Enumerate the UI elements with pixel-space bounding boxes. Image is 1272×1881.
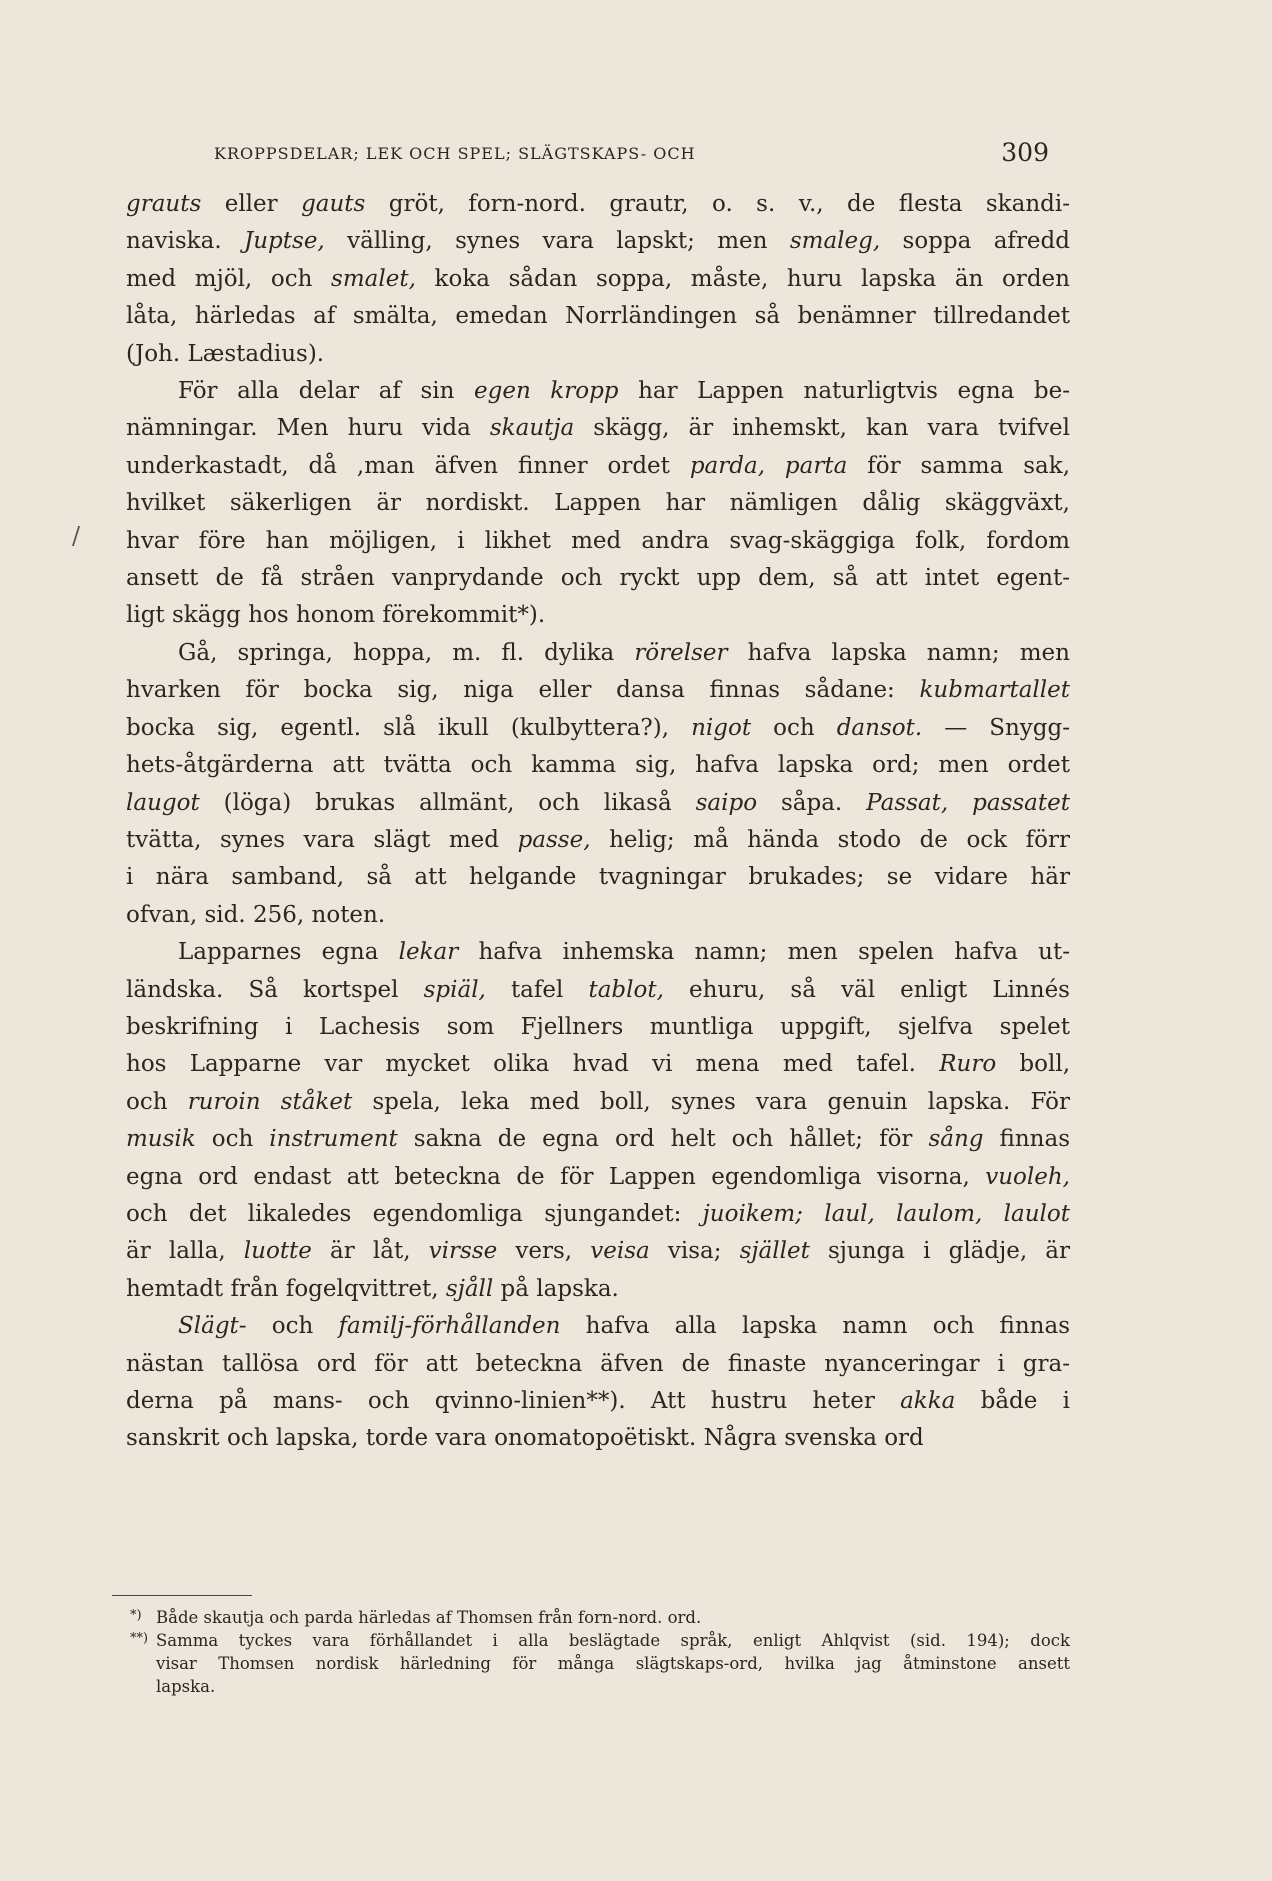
italic-term: veisa (590, 1238, 650, 1265)
text-line (126, 1009, 1070, 1046)
italic-term: egen kropp (474, 378, 619, 405)
text-run: och (246, 1313, 339, 1340)
italic-term: skautja (489, 415, 575, 442)
text-run: beskrifning i Lachesis som Fjellners muntliga uppgift, sjelfva spelet (126, 1013, 1070, 1040)
text-run: egna ord endast att beteckna de för Lappen egendomliga visorna, (126, 1163, 986, 1190)
italic-term: rörelser (634, 639, 728, 666)
text-run: soppa afredd (880, 228, 1070, 255)
text-run: och det likaledes egendomliga sjungandet: (126, 1200, 703, 1227)
footnote-rule (112, 1595, 252, 1596)
text-line (126, 373, 1070, 410)
text-run: sjunga i glädje, är (809, 1238, 1071, 1265)
text-run: — Snygg- (922, 714, 1071, 741)
italic-term: nigot (691, 714, 752, 741)
text-line (126, 261, 1070, 298)
text-run: nämningar. Men huru vida (126, 415, 490, 442)
italic-term: Passat, passatet (866, 789, 1070, 816)
running-title: KROPPSDELAR; LEK OCH SPEL; SLÄGTSKAPS- OCH (214, 144, 696, 163)
margin-slash-mark: / (72, 522, 81, 550)
text-run: sakna de egna ord helt och hållet; för (397, 1126, 929, 1153)
text-line (126, 934, 1070, 971)
page-number: 309 (1001, 138, 1049, 167)
italic-term: lekar (398, 939, 459, 966)
italic-term: musik (126, 1126, 196, 1153)
italic-term: dansot. (836, 714, 923, 741)
text-run: är låt, (311, 1238, 429, 1265)
italic-term: smaleg, (789, 228, 881, 255)
italic-term: ruroin ståket (187, 1088, 353, 1115)
text-line (126, 336, 1070, 373)
italic-term: luotte (243, 1238, 312, 1265)
text-run: tafel (485, 976, 589, 1003)
footnote-line: Samma tyckes vara förhållandet i alla beslägtade språk, enligt Ahlqvist (sid. 194); dock (156, 1631, 1070, 1650)
text-run: Lapparnes egna (178, 939, 399, 966)
paragraph (126, 1308, 1070, 1458)
body-text (126, 186, 1070, 1458)
text-run: gröt, forn-nord. grautr, o. s. v., de flesta skandi- (365, 191, 1070, 217)
text-line (126, 672, 1070, 709)
italic-term: grauts (126, 191, 202, 217)
text-run: nästan tallösa ord för att beteckna äfven de finaste nyanceringar i gra- (126, 1350, 1070, 1377)
text-run: sanskrit och lapska, torde vara onomatopoëtiskt. Några svenska ord (126, 1425, 924, 1452)
text-run: såpa. (757, 789, 867, 816)
text-line (126, 186, 1070, 223)
text-line (126, 897, 1070, 934)
footnote-mark: **) (130, 1631, 149, 1646)
italic-term: sjället (739, 1238, 810, 1265)
text-run: eller (201, 191, 302, 217)
text-run: ofvan, sid. 256, noten. (126, 901, 386, 928)
italic-term: Ruro (939, 1051, 997, 1078)
text-line (126, 822, 1070, 859)
text-run: hos Lapparne var mycket olika hvad vi mena med tafel. (126, 1051, 940, 1078)
text-run: spela, leka med boll, synes vara genuin lapska. För (352, 1088, 1070, 1115)
paragraph (126, 635, 1070, 934)
text-run: (Joh. Læstadius). (126, 340, 325, 367)
text-line (126, 1046, 1070, 1083)
text-run: och (195, 1126, 270, 1153)
text-run: boll, (996, 1051, 1070, 1078)
text-run: (löga) brukas allmänt, och likaså (199, 789, 696, 816)
text-run: hafva alla lapska namn och finnas (560, 1313, 1070, 1340)
italic-term: Juptse, (244, 228, 325, 255)
italic-term: Slägt- (178, 1313, 247, 1340)
text-line (126, 1159, 1070, 1196)
text-line (126, 859, 1070, 896)
text-run: ehuru, så väl enligt Linnés (663, 976, 1070, 1003)
text-run: i nära samband, så att helgande tvagningar brukades; se vidare här (126, 864, 1070, 891)
text-run: ligt skägg hos honom förekommit*). (126, 602, 546, 629)
footnote-line: Både skautja och parda härledas af Thomsen från forn-nord. ord. (156, 1608, 702, 1627)
text-line (126, 1383, 1070, 1420)
text-line (126, 597, 1070, 634)
text-run: finnas (983, 1126, 1070, 1153)
text-line (126, 1084, 1070, 1121)
text-run: är lalla, (126, 1238, 244, 1265)
text-line (126, 972, 1070, 1009)
text-run: skägg, är inhemskt, kan vara tvifvel (574, 415, 1071, 442)
paragraph (126, 186, 1070, 373)
text-line (126, 635, 1070, 672)
running-header (214, 138, 1049, 178)
text-run: Gå, springa, hoppa, m. fl. dylika (178, 639, 635, 666)
footnote-mark: *) (130, 1608, 142, 1623)
italic-term: parda, parta (689, 452, 848, 479)
text-run: För alla delar af sin (178, 378, 474, 405)
text-run: på lapska. (493, 1275, 619, 1302)
text-line (126, 710, 1070, 747)
text-line (126, 448, 1070, 485)
paragraph (126, 934, 1070, 1308)
text-line (126, 410, 1070, 447)
text-run: hafva lapska namn; men (727, 639, 1070, 666)
text-run: koka sådan soppa, måste, huru lapska än orden (415, 265, 1070, 292)
text-run: ländska. Så kortspel (126, 976, 424, 1003)
text-run: välling, synes vara lapskt; men (324, 228, 790, 255)
text-line (126, 1233, 1070, 1270)
italic-term: vuoleh, (985, 1163, 1070, 1190)
text-run: underkastadt, då ,man äfven finner ordet (126, 452, 690, 479)
text-run: och (751, 714, 837, 741)
text-line (126, 1308, 1070, 1345)
text-run: hvar före han möjligen, i likhet med andra svag-skäggiga folk, fordom (126, 527, 1070, 554)
footnote-line: visar Thomsen nordisk härledning för många slägtskaps-ord, hvilka jag åtminstone ansett (156, 1654, 1070, 1673)
text-line (126, 785, 1070, 822)
footnotes (126, 1606, 1070, 1698)
text-run: helig; må hända stodo de ock förr (590, 826, 1070, 853)
footnote-line: lapska. (156, 1677, 216, 1696)
text-line (126, 485, 1070, 522)
text-line (126, 1271, 1070, 1308)
text-line (126, 1196, 1070, 1233)
italic-term: instrument (269, 1126, 398, 1153)
text-run: vers, (497, 1238, 591, 1265)
text-run: visa; (649, 1238, 740, 1265)
text-line (126, 223, 1070, 260)
text-run: hvilket säkerligen är nordiskt. Lappen har nämligen dålig skäggväxt, (126, 490, 1070, 517)
italic-term: kubmartallet (919, 677, 1070, 704)
italic-term: juoikem; laul, laulom, laulot (702, 1200, 1070, 1227)
italic-term: passe, (517, 826, 591, 853)
italic-term: sång (928, 1126, 984, 1153)
footnote (126, 1629, 1070, 1698)
text-run: hafva inhemska namn; men spelen hafva ut- (458, 939, 1070, 966)
italic-term: tablot, (588, 976, 664, 1003)
text-run: hets-åtgärderna att tvätta och kamma sig, hafva lapska ord; men ordet (126, 752, 1070, 779)
text-run: låta, härledas af smälta, emedan Norrländingen så benämner tillredandet (126, 303, 1070, 330)
text-line (126, 1346, 1070, 1383)
italic-term: laugot (126, 789, 200, 816)
text-run: för samma sak, (847, 452, 1071, 479)
paragraph (126, 373, 1070, 635)
footnote (126, 1606, 1070, 1629)
text-run: har Lappen naturligtvis egna be- (618, 378, 1070, 405)
italic-term: familj-förhållanden (338, 1313, 561, 1340)
italic-term: spiäl, (423, 976, 486, 1003)
text-run: derna på mans- och qvinno-linien**). Att hustru heter (126, 1388, 901, 1414)
text-run: både i (955, 1388, 1070, 1414)
text-line (126, 1420, 1070, 1457)
text-run: hvarken för bocka sig, niga eller dansa finnas sådane: (126, 677, 920, 704)
text-line (126, 523, 1070, 560)
italic-term: akka (900, 1388, 956, 1414)
italic-term: sjåll (445, 1275, 494, 1302)
text-run: hemtadt från fogelqvittret, (126, 1275, 446, 1302)
italic-term: gauts (301, 191, 366, 217)
italic-term: smalet, (331, 265, 416, 292)
text-run: och (126, 1088, 188, 1115)
text-line (126, 560, 1070, 597)
italic-term: virsse (428, 1238, 498, 1265)
text-run: ansett de få stråen vanprydande och ryckt upp dem, så att intet egent- (126, 565, 1070, 592)
text-run: bocka sig, egentl. slå ikull (kulbyttera?), (126, 714, 692, 741)
text-run: naviska. (126, 228, 245, 255)
text-run: med mjöl, och (126, 265, 332, 292)
text-line (126, 747, 1070, 784)
text-run: tvätta, synes vara slägt med (126, 826, 518, 853)
text-line (126, 1121, 1070, 1158)
text-line (126, 298, 1070, 335)
italic-term: saipo (695, 789, 758, 816)
